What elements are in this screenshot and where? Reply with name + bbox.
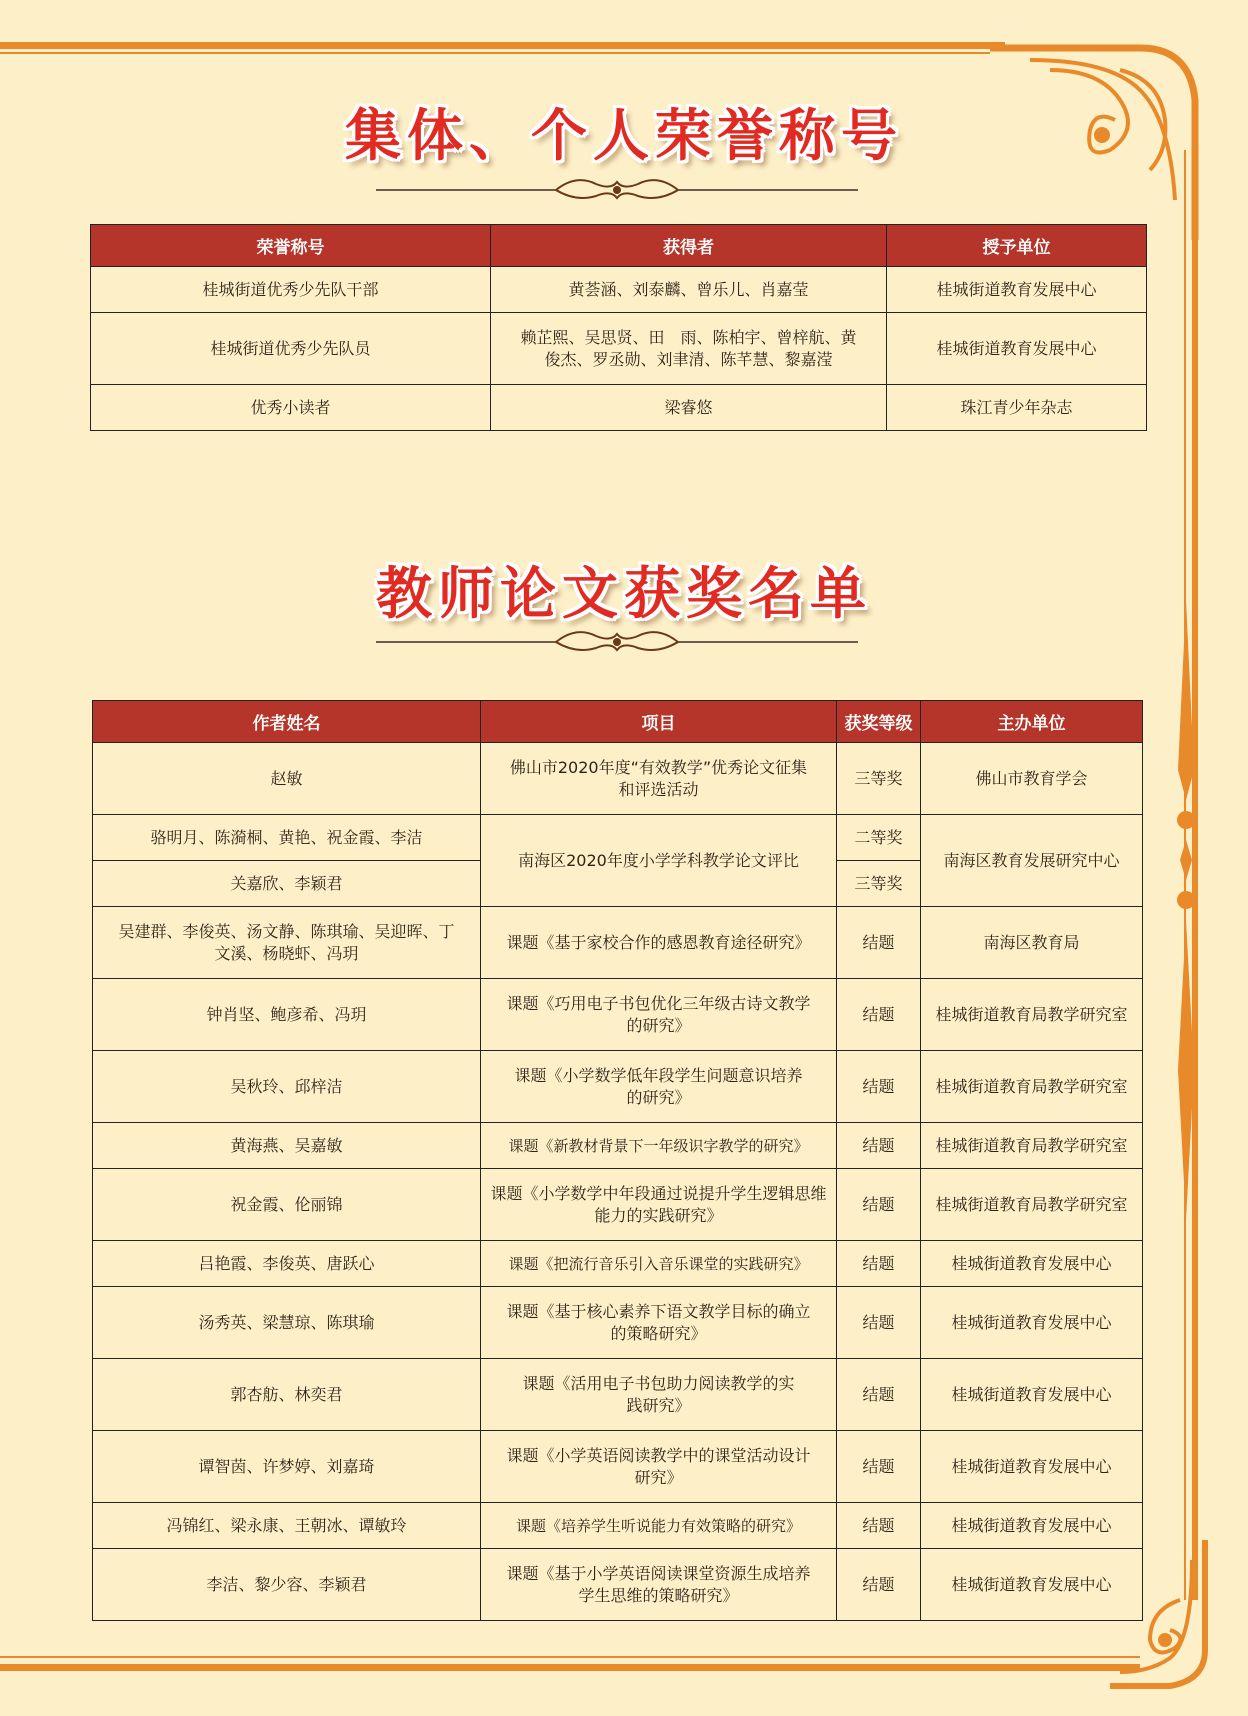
table-row bbox=[93, 1549, 1143, 1621]
table-cell: 二等奖 bbox=[837, 815, 921, 861]
table-cell: 课题《巧用电子书包优化三年级古诗文教学的研究》 bbox=[481, 979, 837, 1051]
table-header-row bbox=[91, 225, 1147, 267]
table-cell: 桂城街道教育发展中心 bbox=[921, 1503, 1143, 1549]
papers-table bbox=[92, 700, 1143, 1621]
table-row bbox=[93, 1051, 1143, 1123]
section-title-honors: 集体、个人荣誉称号 bbox=[345, 104, 903, 169]
table-cell: 课题《小学数学低年段学生问题意识培养的研究》 bbox=[481, 1051, 837, 1123]
divider-ornament-icon bbox=[376, 620, 858, 660]
column-header: 授予单位 bbox=[887, 225, 1147, 267]
table-cell: 结题 bbox=[837, 1051, 921, 1123]
table-header-row bbox=[93, 701, 1143, 743]
column-header: 作者姓名 bbox=[93, 701, 481, 743]
table-cell: 课题《新教材背景下一年级识字教学的研究》 bbox=[481, 1123, 837, 1169]
table-cell: 结题 bbox=[837, 1549, 921, 1621]
table-cell: 桂城街道教育发展中心 bbox=[921, 1549, 1143, 1621]
table-cell: 结题 bbox=[837, 1359, 921, 1431]
table-cell: 结题 bbox=[837, 1287, 921, 1359]
table-cell: 郭杏舫、林奕君 bbox=[93, 1359, 481, 1431]
table-cell: 祝金霞、伦丽锦 bbox=[93, 1169, 481, 1241]
honors-table bbox=[90, 224, 1147, 431]
frame-top-inner-border bbox=[0, 52, 990, 54]
table-cell: 珠江青少年杂志 bbox=[887, 385, 1147, 431]
table-cell: 三等奖 bbox=[837, 743, 921, 815]
table-cell: 钟肖坚、鲍彦希、冯玥 bbox=[93, 979, 481, 1051]
column-header: 获得者 bbox=[491, 225, 887, 267]
table-cell: 课题《活用电子书包助力阅读教学的实践研究》 bbox=[481, 1359, 837, 1431]
table-row bbox=[93, 1503, 1143, 1549]
table-cell: 结题 bbox=[837, 1503, 921, 1549]
column-header: 获奖等级 bbox=[837, 701, 921, 743]
table-cell: 梁睿悠 bbox=[491, 385, 887, 431]
table-row bbox=[93, 743, 1143, 815]
table-row bbox=[91, 385, 1147, 431]
table-cell: 骆明月、陈漪桐、黄艳、祝金霞、李洁 bbox=[93, 815, 481, 861]
table-cell: 课题《基于家校合作的感恩教育途径研究》 bbox=[481, 907, 837, 979]
table-row bbox=[93, 979, 1143, 1051]
table-cell: 三等奖 bbox=[837, 861, 921, 907]
table-cell: 桂城街道教育发展中心 bbox=[921, 1241, 1143, 1287]
frame-bottom-border bbox=[0, 1664, 1140, 1671]
table-cell: 结题 bbox=[837, 979, 921, 1051]
table-cell: 关嘉欣、李颖君 bbox=[93, 861, 481, 907]
table-cell: 佛山市2020年度“有效教学”优秀论文征集和评选活动 bbox=[481, 743, 837, 815]
table-cell: 南海区教育发展研究中心 bbox=[921, 815, 1143, 907]
table-cell: 桂城街道教育局教学研究室 bbox=[921, 979, 1143, 1051]
table-cell: 吴秋玲、邱梓洁 bbox=[93, 1051, 481, 1123]
table-row bbox=[93, 1123, 1143, 1169]
table-cell: 吕艳霞、李俊英、唐跃心 bbox=[93, 1241, 481, 1287]
table-row bbox=[93, 907, 1143, 979]
table-cell: 李洁、黎少容、李颖君 bbox=[93, 1549, 481, 1621]
table-cell: 课题《基于小学英语阅读课堂资源生成培养学生思维的策略研究》 bbox=[481, 1549, 837, 1621]
table-cell: 赵敏 bbox=[93, 743, 481, 815]
table-cell: 桂城街道教育发展中心 bbox=[887, 313, 1147, 385]
table-cell: 黄荟涵、刘泰麟、曾乐儿、肖嘉莹 bbox=[491, 267, 887, 313]
table-cell: 桂城街道优秀少先队干部 bbox=[91, 267, 491, 313]
table-row bbox=[93, 1359, 1143, 1431]
table-row bbox=[93, 1169, 1143, 1241]
table-cell: 结题 bbox=[837, 1431, 921, 1503]
table-cell: 桂城街道教育发展中心 bbox=[887, 267, 1147, 313]
table-cell: 汤秀英、梁慧琼、陈琪瑜 bbox=[93, 1287, 481, 1359]
table-cell: 课题《基于核心素养下语文教学目标的确立的策略研究》 bbox=[481, 1287, 837, 1359]
table-cell: 桂城街道教育发展中心 bbox=[921, 1359, 1143, 1431]
table-cell: 课题《小学数学中年段通过说提升学生逻辑思维能力的实践研究》 bbox=[481, 1169, 837, 1241]
table-cell: 桂城街道教育发展中心 bbox=[921, 1431, 1143, 1503]
table-cell: 冯锦红、梁永康、王朝冰、谭敏玲 bbox=[93, 1503, 481, 1549]
table-cell: 桂城街道教育发展中心 bbox=[921, 1287, 1143, 1359]
table-row bbox=[93, 1431, 1143, 1503]
frame-bottom-inner-border bbox=[0, 1656, 1140, 1658]
table-cell: 结题 bbox=[837, 907, 921, 979]
column-header: 主办单位 bbox=[921, 701, 1143, 743]
frame-top-border bbox=[0, 42, 1005, 49]
table-cell: 黄海燕、吴嘉敏 bbox=[93, 1123, 481, 1169]
table-cell: 桂城街道教育局教学研究室 bbox=[921, 1123, 1143, 1169]
table-cell: 结题 bbox=[837, 1123, 921, 1169]
table-cell: 结题 bbox=[837, 1169, 921, 1241]
table-row bbox=[93, 1287, 1143, 1359]
table-cell: 优秀小读者 bbox=[91, 385, 491, 431]
table-cell: 佛山市教育学会 bbox=[921, 743, 1143, 815]
table-cell: 桂城街道优秀少先队员 bbox=[91, 313, 491, 385]
table-row bbox=[91, 313, 1147, 385]
table-cell: 课题《把流行音乐引入音乐课堂的实践研究》 bbox=[481, 1241, 837, 1287]
table-cell: 课题《小学英语阅读教学中的课堂活动设计研究》 bbox=[481, 1431, 837, 1503]
table-cell: 桂城街道教育局教学研究室 bbox=[921, 1051, 1143, 1123]
table-cell: 桂城街道教育局教学研究室 bbox=[921, 1169, 1143, 1241]
section-title-papers: 教师论文获奖名单 bbox=[376, 562, 872, 627]
divider-ornament-icon bbox=[376, 168, 858, 208]
column-header: 项目 bbox=[481, 701, 837, 743]
table-row bbox=[93, 1241, 1143, 1287]
table-cell: 南海区2020年度小学学科教学论文评比 bbox=[481, 815, 837, 907]
table-cell: 吴建群、李俊英、汤文静、陈琪瑜、吴迎晖、丁文溪、杨晓虾、冯玥 bbox=[93, 907, 481, 979]
table-cell: 赖芷熙、吴思贤、田 雨、陈柏宇、曾梓航、黄俊杰、罗丞勋、刘聿清、陈芊慧、黎嘉滢 bbox=[491, 313, 887, 385]
table-cell: 结题 bbox=[837, 1241, 921, 1287]
table-row bbox=[93, 815, 1143, 861]
table-row bbox=[91, 267, 1147, 313]
table-cell: 南海区教育局 bbox=[921, 907, 1143, 979]
column-header: 荣誉称号 bbox=[91, 225, 491, 267]
table-cell: 谭智茵、许梦婷、刘嘉琦 bbox=[93, 1431, 481, 1503]
table-cell: 课题《培养学生听说能力有效策略的研究》 bbox=[481, 1503, 837, 1549]
side-ornament-icon bbox=[1166, 600, 1206, 1220]
